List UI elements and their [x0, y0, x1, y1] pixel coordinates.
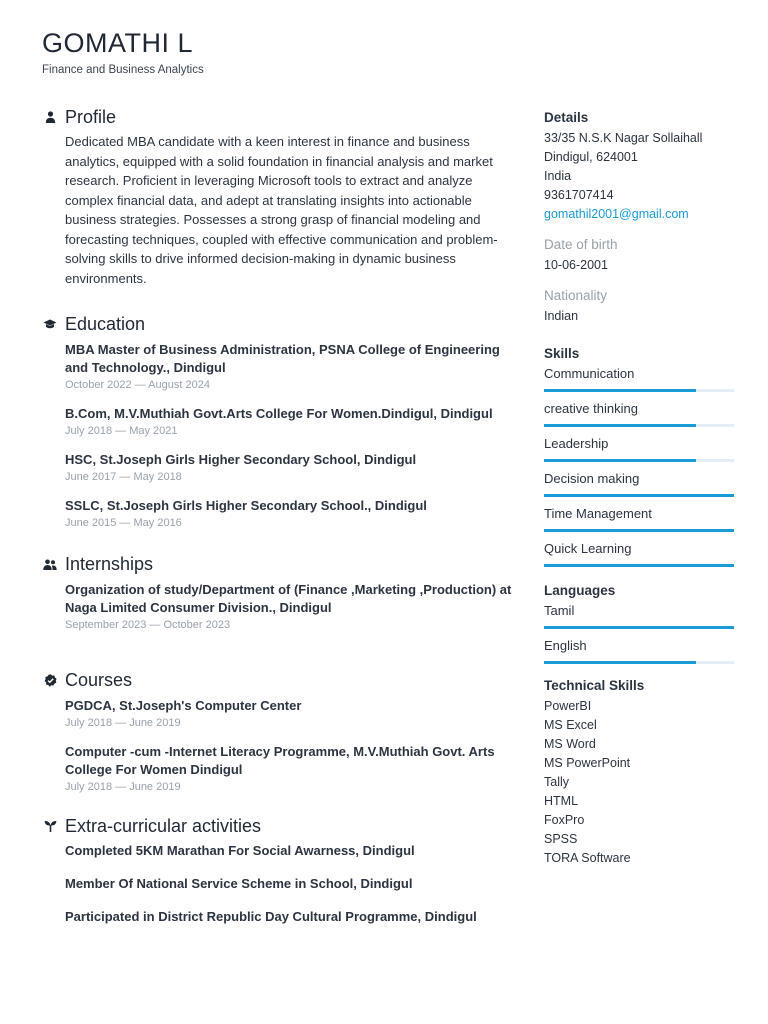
activities-section [42, 815, 512, 926]
skill-name: Quick Learning [544, 541, 632, 556]
skills-section [544, 346, 734, 567]
language-bar-fill [544, 626, 734, 629]
education-heading: Education [65, 313, 146, 334]
side-column [544, 110, 734, 868]
course-entry-date: July 2018 — June 2019 [65, 781, 181, 793]
skill-bar [544, 494, 734, 497]
skill-bar [544, 564, 734, 567]
course-entry-date: July 2018 — June 2019 [65, 717, 181, 729]
internship-entry-title: Organization of study/Department of (Finance ,Marketing ,Production) at Naga Limited Consumer Division., Dindigul [65, 582, 512, 615]
technical-skills-section [544, 678, 734, 868]
skill-item [544, 400, 734, 427]
sprout-icon [42, 818, 58, 834]
skill-bar-fill [544, 459, 696, 462]
address-line-1: 33/35 N.S.K Nagar Sollaihall [544, 131, 703, 145]
skill-bar [544, 529, 734, 532]
education-entry-date: October 2022 — August 2024 [65, 379, 210, 391]
skill-item [544, 365, 734, 392]
education-entry [65, 497, 512, 529]
languages-heading: Languages [544, 583, 616, 598]
activity-entry-title: Completed 5KM Marathan For Social Awarness, Dindigul [65, 843, 415, 858]
internships-heading: Internships [65, 553, 154, 574]
education-section [42, 313, 512, 529]
internship-entry-date: September 2023 — October 2023 [65, 619, 231, 631]
skills-heading: Skills [544, 346, 580, 361]
resume-subtitle: Finance and Business Analytics [42, 64, 204, 76]
technical-skill: TORA Software [544, 851, 631, 865]
dob-value: 10-06-2001 [544, 258, 608, 272]
person-icon [42, 109, 58, 125]
education-entry [65, 405, 512, 437]
education-entry-date: June 2017 — May 2018 [65, 471, 182, 483]
technical-skill: MS Word [544, 737, 596, 751]
skill-name: Communication [544, 366, 635, 381]
education-entry-date: June 2015 — May 2016 [65, 517, 182, 529]
skill-item [544, 435, 734, 462]
skill-name: Leadership [544, 436, 609, 451]
languages-section [544, 583, 734, 664]
activity-entry [65, 875, 512, 893]
email-link[interactable]: gomathil2001@gmail.com [544, 207, 689, 221]
language-name: English [544, 638, 587, 653]
nationality-value: Indian [544, 309, 579, 323]
technical-skill: SPSS [544, 832, 578, 846]
internship-entry [65, 581, 512, 631]
course-entry [65, 743, 512, 793]
skill-bar [544, 389, 734, 392]
courses-section [42, 669, 512, 793]
language-item [544, 637, 734, 664]
skill-item [544, 505, 734, 532]
address-line-2: Dindigul, 624001 [544, 150, 638, 164]
activity-entry-title: Participated in District Republic Day Cultural Programme, Dindigul [65, 909, 477, 924]
language-item [544, 602, 734, 629]
education-entry [65, 341, 512, 391]
skill-bar-fill [544, 424, 696, 427]
graduation-cap-icon [42, 316, 58, 332]
language-name: Tamil [544, 603, 575, 618]
skill-item [544, 540, 734, 567]
dob-label: Date of birth [544, 237, 618, 252]
course-entry-title: PGDCA, St.Joseph's Computer Center [65, 698, 302, 713]
badge-check-icon [42, 672, 58, 688]
skill-bar-fill [544, 529, 734, 532]
language-bar [544, 626, 734, 629]
activity-entry [65, 908, 512, 926]
courses-heading: Courses [65, 669, 133, 690]
profile-section [42, 106, 512, 288]
education-entry-title: SSLC, St.Joseph Girls Higher Secondary School., Dindigul [65, 498, 427, 513]
nationality-label: Nationality [544, 288, 608, 303]
education-entry-date: July 2018 — May 2021 [65, 425, 178, 437]
activity-entry [65, 842, 512, 860]
technical-skill: HTML [544, 794, 579, 808]
phone-number: 9361707414 [544, 188, 614, 202]
skill-bar-fill [544, 494, 734, 497]
language-bar [544, 661, 734, 664]
technical-skill: FoxPro [544, 813, 585, 827]
education-entry [65, 451, 512, 483]
language-bar-fill [544, 661, 696, 664]
technical-skill: MS PowerPoint [544, 756, 631, 770]
course-entry [65, 697, 512, 729]
course-entry-title: Computer -cum -Internet Literacy Programme, M.V.Muthiah Govt. Arts College For Women Dindigul [65, 744, 495, 777]
skill-bar-fill [544, 564, 734, 567]
activity-entry-title: Member Of National Service Scheme in School, Dindigul [65, 876, 413, 891]
skill-name: Decision making [544, 471, 640, 486]
details-section [544, 110, 734, 326]
skill-bar [544, 459, 734, 462]
internships-section [42, 553, 512, 631]
profile-heading: Profile [65, 106, 117, 127]
skill-name: Time Management [544, 506, 652, 521]
skill-name: creative thinking [544, 401, 638, 416]
resume-name: GOMATHI L [42, 28, 194, 58]
details-heading: Details [544, 110, 589, 125]
technical-skill: Tally [544, 775, 570, 789]
skill-bar [544, 424, 734, 427]
technical-skill: PowerBI [544, 699, 592, 713]
skill-item [544, 470, 734, 497]
technical-skill: MS Excel [544, 718, 597, 732]
education-entry-title: MBA Master of Business Administration, PSNA College of Engineering and Technology., Dindigul [65, 342, 500, 375]
country: India [544, 169, 572, 183]
profile-text: Dedicated MBA candidate with a keen interest in finance and business analytics, equipped with a solid foundation in financial analysis and market research. Proficient in leveraging Microsoft tools to extract and analyze complex financial data, and adept at translating insights into actionable business strategies. Possesses a strong grasp of financial modeling and forecasting techniques, coupled with effective communication and problem-solving skills to drive informed decision-making in dynamic business environments. [65, 134, 498, 286]
skills-list [544, 365, 734, 567]
skill-bar-fill [544, 389, 696, 392]
technical-skills-heading: Technical Skills [544, 678, 645, 693]
education-entry-title: B.Com, M.V.Muthiah Govt.Arts College For Women.Dindigul, Dindigul [65, 406, 493, 421]
main-column [42, 106, 512, 926]
people-icon [42, 556, 58, 572]
education-entry-title: HSC, St.Joseph Girls Higher Secondary School, Dindigul [65, 452, 417, 467]
activities-heading: Extra-curricular activities [65, 815, 262, 836]
